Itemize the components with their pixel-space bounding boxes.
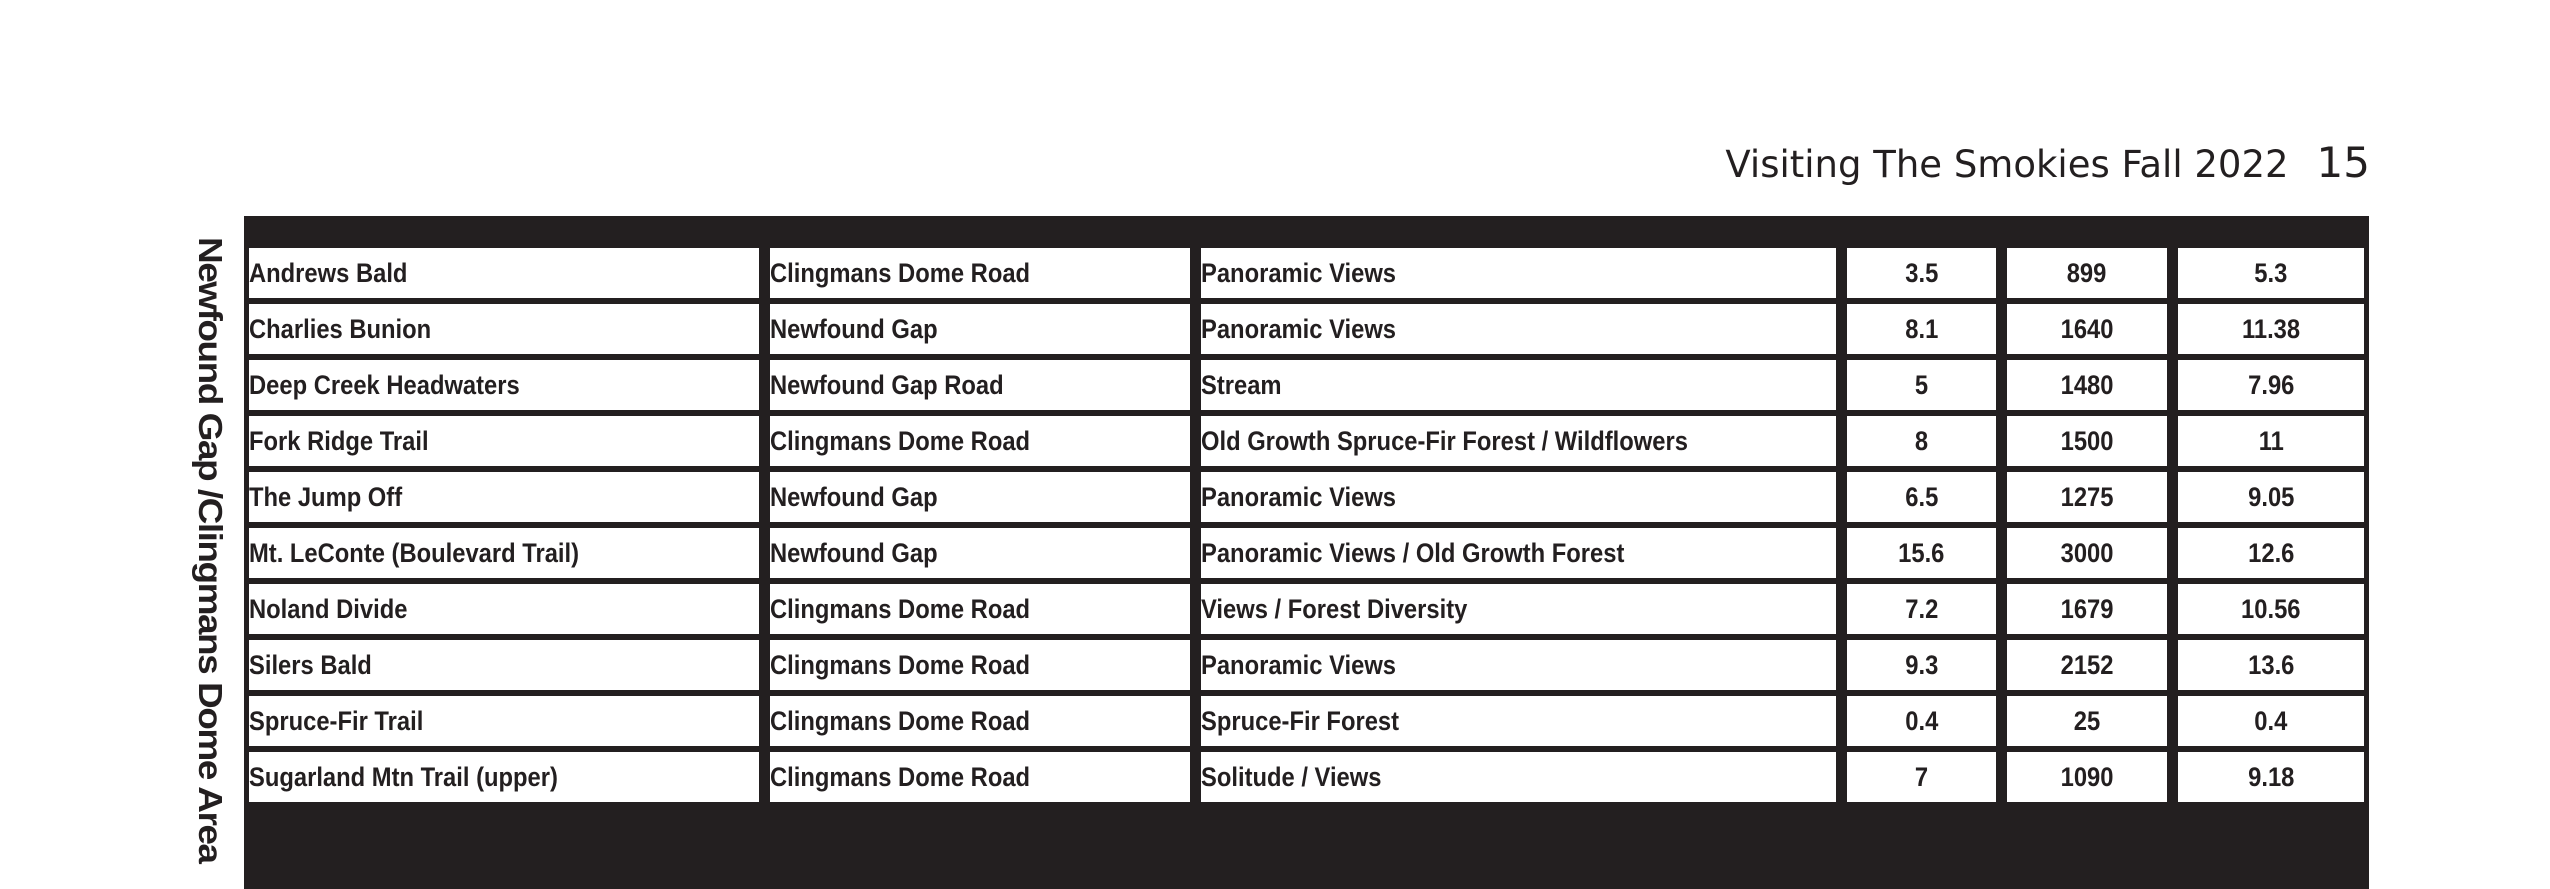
elevation-gain-cell [2007,584,2178,640]
cell-text: 13.6 [2247,649,2295,680]
cell-text: Panoramic Views / Old Growth Forest [1201,537,1625,568]
distance-cell [1847,696,2007,752]
highlights-cell [1201,528,1847,584]
cell-text: 15.6 [1898,537,1945,568]
cell-text: Deep Creek Headwaters [249,369,520,400]
hike-name-cell [249,248,770,304]
difficulty-rating-cell [2178,752,2364,808]
distance-cell [1847,640,2007,696]
cell-text: The Jump Off [249,481,403,512]
cell-text: Clingmans Dome Road [770,257,1031,288]
cell-text: Views / Forest Diversity [1201,593,1468,624]
elevation-gain-cell [2007,304,2178,360]
cell-text: 7.96 [2247,369,2295,400]
distance-cell [1847,416,2007,472]
cell-text: 1090 [2060,761,2114,792]
hikes-table [249,248,2364,808]
trailhead-cell [770,248,1201,304]
elevation-gain-cell [2007,416,2178,472]
page-header [1725,138,2370,187]
cell-text: Newfound Gap [770,481,938,512]
difficulty-rating-cell [2178,304,2364,360]
trailhead-cell [770,528,1201,584]
elevation-gain-cell [2007,528,2178,584]
distance-cell [1847,472,2007,528]
cell-text: Newfound Gap Road [770,369,1004,400]
cell-text: Newfound Gap [770,537,938,568]
cell-text: 2152 [2060,649,2114,680]
hike-name-cell [249,528,770,584]
cell-text: 6.5 [1904,481,1939,512]
trailhead-cell [770,752,1201,808]
cell-text: Silers Bald [249,649,372,680]
difficulty-rating-cell [2178,584,2364,640]
trailhead-cell [770,472,1201,528]
hikes-table-body [249,248,2364,808]
elevation-gain-cell [2007,696,2178,752]
cell-text: 9.05 [2247,481,2295,512]
cell-text: 7 [1914,761,1929,792]
cell-text: 1640 [2060,313,2114,344]
trailhead-cell [770,304,1201,360]
cell-text: 3000 [2060,537,2114,568]
page-number: 15 [2316,138,2370,187]
cell-text: Panoramic Views [1201,257,1397,288]
cell-text: Old Growth Spruce-Fir Forest / Wildflowers [1201,425,1688,456]
difficulty-rating-cell [2178,360,2364,416]
cell-text: Mt. LeConte (Boulevard Trail) [249,537,580,568]
highlights-cell [1201,248,1847,304]
distance-cell [1847,304,2007,360]
cell-text: Andrews Bald [249,257,408,288]
cell-text: Panoramic Views [1201,649,1397,680]
table-row [249,248,2364,304]
highlights-cell [1201,472,1847,528]
highlights-cell [1201,696,1847,752]
cell-text: 8 [1914,425,1929,456]
trailhead-cell [770,584,1201,640]
distance-cell [1847,752,2007,808]
hike-name-cell [249,584,770,640]
cell-text: Clingmans Dome Road [770,593,1031,624]
cell-text: Spruce-Fir Trail [249,705,424,736]
cell-text: 5.3 [2254,257,2288,288]
hike-name-cell [249,472,770,528]
highlights-cell [1201,304,1847,360]
cell-text: 9.3 [1904,649,1939,680]
cell-text: Charlies Bunion [249,313,432,344]
area-side-label: Newfound Gap /Clingmans Dome Area [192,237,229,863]
cell-text: 10.56 [2241,593,2301,624]
cell-text: 12.6 [2247,537,2295,568]
table-row [249,360,2364,416]
elevation-gain-cell [2007,640,2178,696]
cell-text: 1480 [2060,369,2114,400]
highlights-cell [1201,360,1847,416]
cell-text: 11.38 [2241,313,2301,344]
trailhead-cell [770,360,1201,416]
cell-text: 1275 [2060,481,2114,512]
cell-text: Panoramic Views [1201,481,1397,512]
cell-text: 11 [2258,425,2284,456]
elevation-gain-cell [2007,752,2178,808]
highlights-cell [1201,752,1847,808]
table-row [249,584,2364,640]
distance-cell [1847,584,2007,640]
table-row [249,528,2364,584]
cell-text: 7.2 [1904,593,1939,624]
distance-cell [1847,528,2007,584]
table-row [249,640,2364,696]
hike-name-cell [249,416,770,472]
difficulty-rating-cell [2178,528,2364,584]
elevation-gain-cell [2007,472,2178,528]
hike-name-cell [249,752,770,808]
hikes-table-frame [244,216,2369,889]
table-row [249,416,2364,472]
table-row [249,696,2364,752]
cell-text: 5 [1914,369,1929,400]
cell-text: 1500 [2060,425,2114,456]
cell-text: Fork Ridge Trail [249,425,429,456]
highlights-cell [1201,416,1847,472]
hike-name-cell [249,304,770,360]
cell-text: Newfound Gap [770,313,938,344]
cell-text: 0.4 [1904,705,1939,736]
table-row [249,304,2364,360]
cell-text: 3.5 [1904,257,1939,288]
publication-title: Visiting The Smokies Fall 2022 [1725,143,2289,186]
cell-text: 25 [2073,705,2101,736]
elevation-gain-cell [2007,360,2178,416]
table-row [249,472,2364,528]
cell-text: 9.18 [2247,761,2295,792]
cell-text: 899 [2067,257,2107,288]
hike-name-cell [249,360,770,416]
elevation-gain-cell [2007,248,2178,304]
hike-name-cell [249,696,770,752]
difficulty-rating-cell [2178,416,2364,472]
distance-cell [1847,360,2007,416]
difficulty-rating-cell [2178,640,2364,696]
cell-text: Clingmans Dome Road [770,705,1031,736]
cell-text: Clingmans Dome Road [770,649,1031,680]
cell-text: Sugarland Mtn Trail (upper) [249,761,558,792]
difficulty-rating-cell [2178,472,2364,528]
cell-text: Stream [1201,369,1282,400]
hike-name-cell [249,640,770,696]
table-row [249,752,2364,808]
cell-text: Solitude / Views [1201,761,1382,792]
highlights-cell [1201,640,1847,696]
trailhead-cell [770,416,1201,472]
difficulty-rating-cell [2178,696,2364,752]
cell-text: Noland Divide [249,593,408,624]
highlights-cell [1201,584,1847,640]
cell-text: 1679 [2060,593,2114,624]
cell-text: Panoramic Views [1201,313,1397,344]
cell-text: 8.1 [1904,313,1939,344]
cell-text: Clingmans Dome Road [770,761,1031,792]
cell-text: Clingmans Dome Road [770,425,1031,456]
trailhead-cell [770,696,1201,752]
cell-text: 0.4 [2254,705,2288,736]
cell-text: Spruce-Fir Forest [1201,705,1400,736]
difficulty-rating-cell [2178,248,2364,304]
trailhead-cell [770,640,1201,696]
distance-cell [1847,248,2007,304]
